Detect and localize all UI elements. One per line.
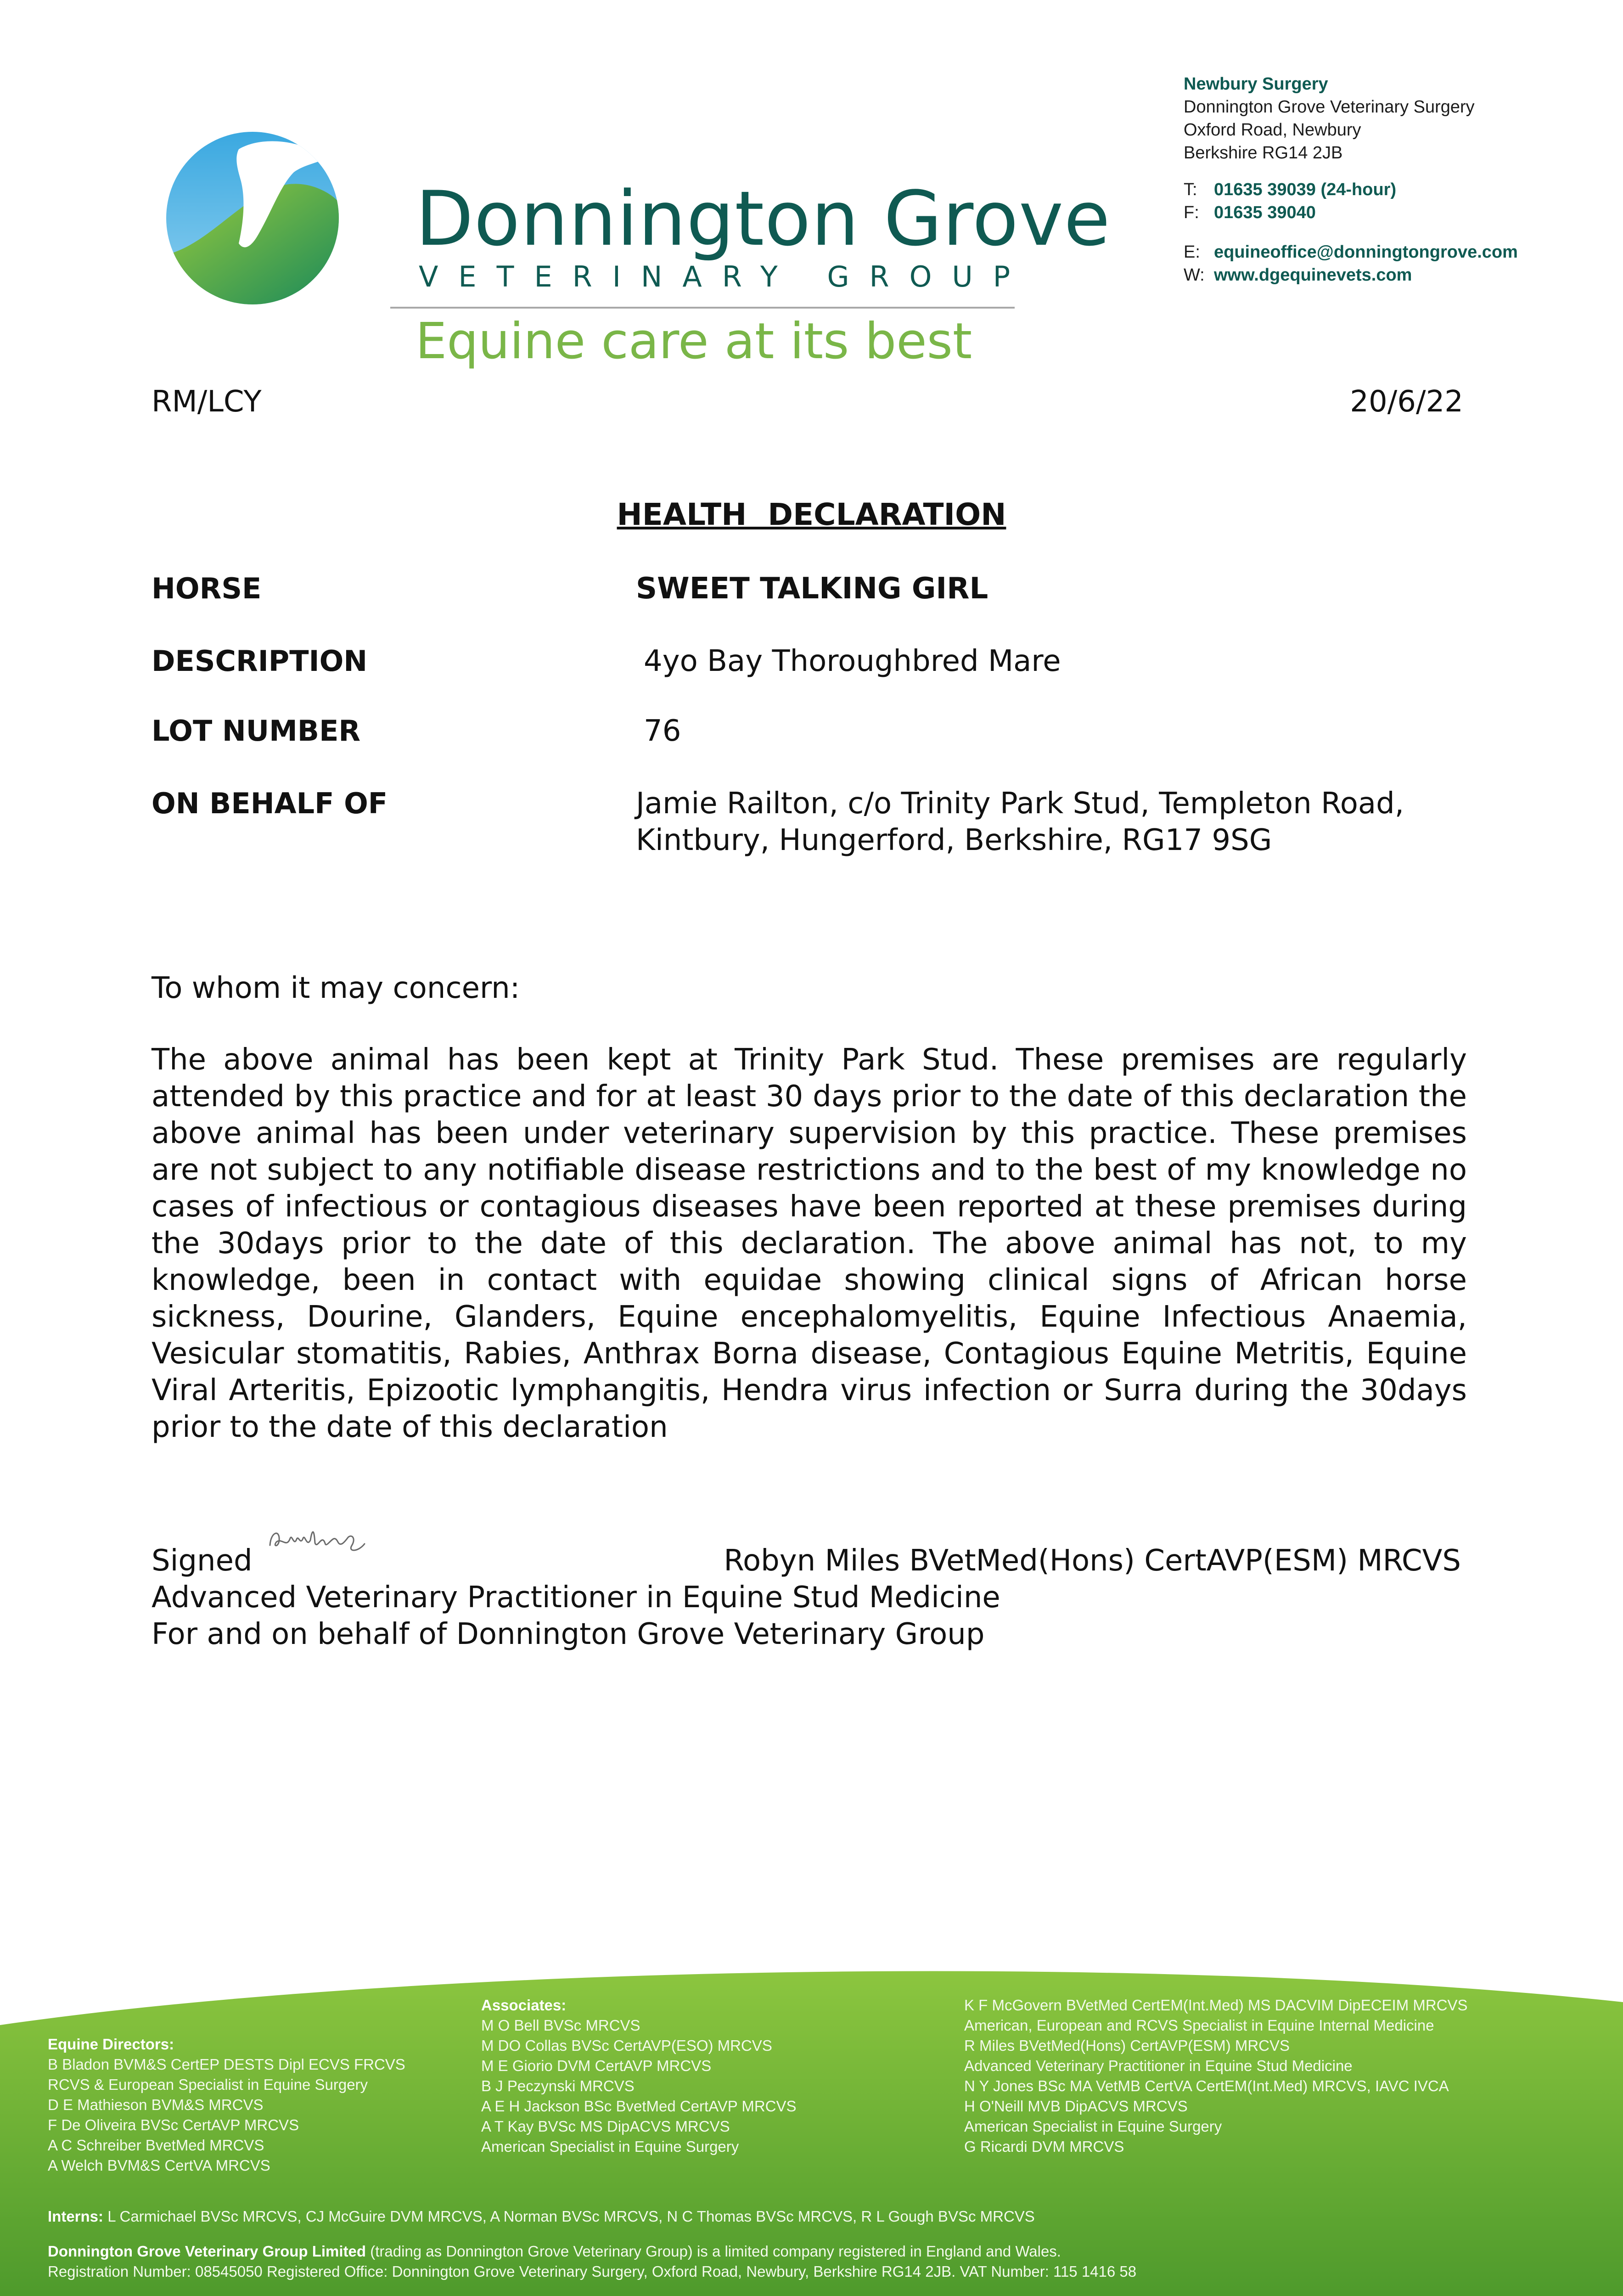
brand-tagline: Equine care at its best [416, 313, 972, 370]
company-registration: Registration Number: 08545050 Registered Office: Donnington Grove Veterinary Surgery, Oxford Road, Newbury, Berkshire RG14 2JB. VAT Number: 115 1416 58 [48, 2263, 1137, 2280]
field-value-horse: SWEET TALKING GIRL [636, 572, 988, 606]
date: 20/6/22 [1350, 385, 1463, 419]
director-entry: A C Schreiber BvetMed MRCVS [48, 2137, 264, 2154]
associate-entry: American, European and RCVS Specialist in Equine Internal Medicine [964, 2017, 1434, 2034]
email-link[interactable]: equineoffice@donningtongrove.com [1214, 242, 1518, 262]
signer-behalf: For and on behalf of Donnington Grove Veterinary Group [152, 1617, 985, 1651]
address-line: Donnington Grove Veterinary Surgery [1184, 97, 1475, 117]
footer-associates-2 [964, 1995, 1468, 2157]
field-value-on-behalf-of: Jamie Railton, c/o Trinity Park Stud, Templeton Road, [636, 787, 1404, 821]
director-entry: F De Oliveira BVSc CertAVP MRCVS [48, 2116, 299, 2133]
signed-label: Signed [152, 1544, 253, 1578]
company-name: Donnington Grove Veterinary Group Limited [48, 2243, 366, 2260]
address-line: Oxford Road, Newbury [1184, 120, 1361, 140]
fax-number: 01635 39040 [1214, 203, 1316, 222]
footer-interns [48, 2206, 1035, 2227]
directors-heading: Equine Directors: [48, 2036, 174, 2053]
contact-phone [1184, 178, 1518, 201]
associate-entry: M O Bell BVSc MRCVS [481, 2017, 640, 2034]
field-value-description: 4yo Bay Thoroughbred Mare [644, 644, 1061, 678]
contact-fax [1184, 201, 1518, 224]
associate-entry: K F McGovern BVetMed CertEM(Int.Med) MS DACVIM DipECEIM MRCVS [964, 1997, 1468, 2014]
fax-label: F: [1184, 203, 1199, 222]
reference: RM/LCY [152, 385, 262, 419]
address-line: Berkshire RG14 2JB [1184, 143, 1343, 163]
field-label-description: DESCRIPTION [152, 644, 368, 678]
footer-associates [481, 1995, 797, 2157]
associate-entry: American Specialist in Equine Surgery [481, 2138, 739, 2155]
associate-entry: A T Kay BVSc MS DipACVS MRCVS [481, 2118, 730, 2135]
interns-heading: Interns: [48, 2208, 104, 2225]
signature-image [266, 1520, 372, 1557]
associate-entry: B J Peczynski MRCVS [481, 2077, 635, 2094]
interns-list: L Carmichael BVSc MRCVS, CJ McGuire DVM MRCVS, A Norman BVSc MRCVS, N C Thomas BVSc MRCVS, R L Gough BVSc MRCVS [107, 2208, 1035, 2225]
associate-entry: M DO Collas BVSc CertAVP(ESO) MRCVS [481, 2037, 772, 2054]
director-entry: D E Mathieson BVM&S MRCVS [48, 2096, 264, 2113]
associate-entry: A E H Jackson BSc BvetMed CertAVP MRCVS [481, 2098, 797, 2115]
web-link[interactable]: www.dgequinevets.com [1214, 265, 1412, 285]
contact-email [1184, 241, 1518, 264]
associate-entry: R Miles BVetMed(Hons) CertAVP(ESM) MRCVS [964, 2037, 1290, 2054]
associate-entry: Advanced Veterinary Practitioner in Equine Stud Medicine [964, 2057, 1353, 2074]
field-value-on-behalf-of-line2: Kintbury, Hungerford, Berkshire, RG17 9SG [636, 823, 1272, 857]
brand-subtitle: VETERINARY GROUP [419, 260, 1031, 293]
signer-name: Robyn Miles BVetMed(Hons) CertAVP(ESM) MRCVS [724, 1544, 1461, 1578]
director-entry: B Bladon BVM&S CertEP DESTS Dipl ECVS FRCVS [48, 2056, 405, 2073]
signer-title: Advanced Veterinary Practitioner in Equine Stud Medicine [152, 1581, 1000, 1615]
footer-directors [48, 2034, 405, 2176]
field-value-lot-number: 76 [644, 714, 681, 748]
associate-entry: N Y Jones BSc MA VetMB CertVA CertEM(Int.Med) MRCVS, IAVC IVCA [964, 2077, 1449, 2094]
director-entry: RCVS & European Specialist in Equine Surgery [48, 2076, 368, 2093]
brand-divider [390, 307, 1015, 309]
associate-entry: M E Giorio DVM CertAVP MRCVS [481, 2057, 712, 2074]
associate-entry: G Ricardi DVM MRCVS [964, 2138, 1124, 2155]
associate-entry: American Specialist in Equine Surgery [964, 2118, 1222, 2135]
declaration-body: The above animal has been kept at Trinity Park Stud. These premises are regularly attended by this practice and for at least 30 days prior to the date of this declaration the above animal has been under veterinary supervision by this practice. These premises are not subject to any notifiable disease restrictions and to the best of my knowledge no cases of infectious or contagious diseases have been reported at these premises during the 30days prior to the date of this declaration. The above animal has not, to my knowledge, been in contact with equidae showing clinical signs of African horse sickness, Dourine, Glanders, Equine encephalomyelitis, Equine Infectious Anaemia, Vesicular stomatitis, Rabies, Anthrax Borna disease, Contagious Equine Metritis, Equine Viral Arteritis, Epizootic lymphangitis, Hendra virus infection or Surra during the 30days prior to the date of this declaration [152, 1043, 1467, 1444]
field-label-on-behalf-of: ON BEHALF OF [152, 787, 388, 820]
logo-icon [165, 131, 340, 305]
phone-label: T: [1184, 180, 1197, 199]
email-label: E: [1184, 242, 1200, 262]
surgery-name: Newbury Surgery [1184, 74, 1328, 94]
document-title: HEALTH DECLARATION [617, 497, 1006, 532]
salutation: To whom it may concern: [152, 971, 520, 1005]
company-text: (trading as Donnington Grove Veterinary Group) is a limited company registered in England and Wales. [370, 2243, 1061, 2260]
field-label-horse: HORSE [152, 572, 262, 605]
contact-web [1184, 264, 1518, 287]
web-label: W: [1184, 265, 1205, 285]
footer-company [48, 2241, 1136, 2282]
field-label-lot-number: LOT NUMBER [152, 714, 361, 748]
director-entry: A Welch BVM&S CertVA MRCVS [48, 2157, 270, 2174]
phone-number[interactable]: 01635 39039 (24-hour) [1214, 180, 1397, 199]
brand-name: Donnington Grove [416, 175, 1111, 263]
contact-block [1184, 73, 1518, 287]
associates-heading: Associates: [481, 1997, 567, 2014]
associate-entry: H O'Neill MVB DipACVS MRCVS [964, 2098, 1188, 2115]
